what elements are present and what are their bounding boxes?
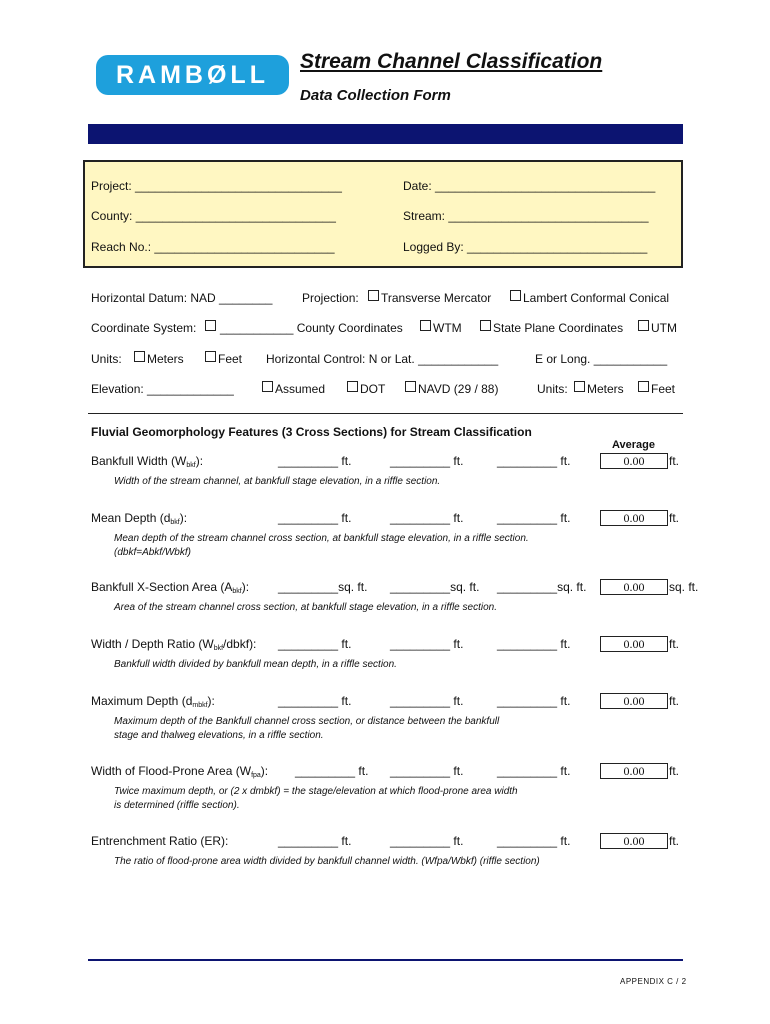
- county-field[interactable]: County: ______________________________: [91, 209, 336, 223]
- navd-checkbox[interactable]: [405, 381, 416, 392]
- feature-description-line2: stage and thalweg elevations, in a riffle section.: [114, 730, 324, 741]
- feature-label-text: Width of Flood-Prone Area (W: [91, 764, 252, 778]
- elevation-field[interactable]: Elevation: _____________: [91, 382, 234, 396]
- feature-description: Maximum depth of the Bankfull channel cross section, or distance between the bankfull: [114, 716, 500, 727]
- e-or-long-field[interactable]: E or Long. ___________: [535, 352, 668, 366]
- wtm-checkbox[interactable]: [420, 320, 431, 331]
- feature-label-suffix: ):: [260, 764, 269, 778]
- meters-checkbox[interactable]: [134, 351, 145, 362]
- coordinate-system-label: Coordinate System:: [91, 321, 197, 335]
- projection-label: Projection:: [302, 291, 359, 305]
- cross-section-1-field[interactable]: _________ ft.: [278, 454, 352, 468]
- feature-label-subscript: bkf: [186, 462, 196, 469]
- form-title: Stream Channel Classification: [300, 50, 603, 73]
- average-value[interactable]: 0.00: [600, 636, 668, 652]
- average-value[interactable]: 0.00: [600, 453, 668, 469]
- feature-label-text: Bankfull X-Section Area (A: [91, 580, 233, 594]
- meters2-checkbox[interactable]: [574, 381, 585, 392]
- cross-section-2-field[interactable]: _________ ft.: [390, 764, 464, 778]
- feature-label-subscript: bkf: [170, 519, 180, 526]
- feature-label: [91, 511, 187, 526]
- meters2-label: Meters: [587, 382, 624, 396]
- feature-label-text: Maximum Depth (d: [91, 694, 193, 708]
- reach-field[interactable]: Reach No.: ___________________________: [91, 240, 335, 254]
- cross-section-2-field[interactable]: _________ ft.: [390, 694, 464, 708]
- cross-section-1-field[interactable]: _________ ft.: [278, 637, 352, 651]
- state-plane-checkbox[interactable]: [480, 320, 491, 331]
- feature-label-text: Bankfull Width (W: [91, 454, 187, 468]
- feet2-checkbox[interactable]: [638, 381, 649, 392]
- horizontal-control-field[interactable]: Horizontal Control: N or Lat. ____________: [266, 352, 499, 366]
- feature-label-subscript: bkf: [232, 588, 242, 595]
- stream-field[interactable]: Stream: ______________________________: [403, 209, 649, 223]
- feature-label-subscript: bkf: [213, 645, 224, 652]
- cross-section-1-field[interactable]: _________ ft.: [278, 694, 352, 708]
- county-coords-checkbox[interactable]: [205, 320, 216, 331]
- feature-description: Bankfull width divided by bankfull mean depth, in a riffle section.: [114, 659, 397, 670]
- project-field[interactable]: Project: _______________________________: [91, 179, 342, 193]
- ramboll-logo: RAMBØLL: [96, 55, 289, 95]
- cross-section-3-field[interactable]: _________ ft.: [497, 637, 571, 651]
- feature-label-text: Entrenchment Ratio (ER):: [91, 834, 229, 848]
- section-divider: [88, 413, 683, 414]
- feature-description: Mean depth of the stream channel cross section, at bankfull stage elevation, in a riffle section.: [114, 533, 529, 544]
- utm-label: UTM: [651, 321, 677, 335]
- county-coords-field[interactable]: ___________ County Coordinates: [220, 321, 403, 335]
- feature-label: [91, 834, 228, 848]
- feature-label-subscript: fpa: [251, 772, 261, 779]
- cross-section-3-field[interactable]: _________ ft.: [497, 834, 571, 848]
- feature-label-text: Width / Depth Ratio (W: [91, 637, 214, 651]
- feature-description: The ratio of flood-prone area width divided by bankfull channel width. (Wfpa/Wbkf) (riffle section): [114, 856, 540, 867]
- feature-label-suffix: ):: [241, 580, 250, 594]
- cross-section-1-field[interactable]: _________sq. ft.: [278, 580, 368, 594]
- feature-label-text: Mean Depth (d: [91, 511, 171, 525]
- average-value[interactable]: 0.00: [600, 763, 668, 779]
- cross-section-2-field[interactable]: _________ ft.: [390, 454, 464, 468]
- average-unit: ft.: [669, 694, 680, 708]
- average-unit: ft.: [669, 764, 680, 778]
- logged-by-field[interactable]: Logged By: ___________________________: [403, 240, 648, 254]
- average-value[interactable]: 0.00: [600, 579, 668, 595]
- feature-description: Area of the stream channel cross section, at bankfull stage elevation, in a riffle section.: [114, 602, 497, 613]
- feature-label: [91, 764, 268, 779]
- units2-label: Units:: [537, 382, 568, 396]
- feet-label: Feet: [218, 352, 243, 366]
- cross-section-3-field[interactable]: _________ ft.: [497, 511, 571, 525]
- transverse-label: Transverse Mercator: [381, 291, 492, 305]
- lambert-checkbox[interactable]: [510, 290, 521, 301]
- feature-label-suffix: /dbkf):: [223, 637, 257, 651]
- state-plane-label: State Plane Coordinates: [493, 321, 624, 335]
- feet2-label: Feet: [651, 382, 676, 396]
- cross-section-3-field[interactable]: _________ ft.: [497, 694, 571, 708]
- feature-label: [91, 637, 256, 652]
- units-label: Units:: [91, 352, 122, 366]
- average-value[interactable]: 0.00: [600, 693, 668, 709]
- feature-label-suffix: ):: [195, 454, 204, 468]
- cross-section-2-field[interactable]: _________ ft.: [390, 834, 464, 848]
- average-unit: ft.: [669, 834, 680, 848]
- lambert-label: Lambert Conformal Conical: [523, 291, 670, 305]
- header-bar: [88, 124, 683, 144]
- transverse-checkbox[interactable]: [368, 290, 379, 301]
- dot-checkbox[interactable]: [347, 381, 358, 392]
- average-unit: sq. ft.: [669, 580, 699, 594]
- date-field[interactable]: Date: _________________________________: [403, 179, 656, 193]
- feature-description-line2: is determined (riffle section).: [114, 800, 240, 811]
- average-header: Average: [612, 439, 656, 451]
- features-heading: Fluvial Geomorphology Features (3 Cross Sections) for Stream Classification: [91, 425, 532, 439]
- horizontal-datum-field[interactable]: Horizontal Datum: NAD ________: [91, 291, 273, 305]
- feet-checkbox[interactable]: [205, 351, 216, 362]
- feature-label-subscript: mbkf: [192, 702, 208, 709]
- average-unit: ft.: [669, 511, 680, 525]
- feature-label-suffix: ):: [179, 511, 188, 525]
- feature-description: Twice maximum depth, or (2 x dmbkf) = the stage/elevation at which flood-prone area width: [114, 786, 518, 797]
- cross-section-3-field[interactable]: _________ ft.: [497, 764, 571, 778]
- feature-label: [91, 694, 215, 709]
- cross-section-2-field[interactable]: _________ ft.: [390, 637, 464, 651]
- average-value[interactable]: 0.00: [600, 833, 668, 849]
- average-value[interactable]: 0.00: [600, 510, 668, 526]
- meters-label: Meters: [147, 352, 184, 366]
- average-unit: ft.: [669, 454, 680, 468]
- feature-description-line2: (dbkf=Abkf/Wbkf): [114, 547, 191, 558]
- cross-section-1-field[interactable]: _________ ft.: [278, 834, 352, 848]
- utm-checkbox[interactable]: [638, 320, 649, 331]
- wtm-label: WTM: [433, 321, 462, 335]
- form-subtitle: Data Collection Form: [300, 87, 451, 104]
- cross-section-2-field[interactable]: _________ ft.: [390, 511, 464, 525]
- page-number: APPENDIX C / 2: [620, 977, 687, 986]
- feature-label: [91, 454, 203, 469]
- cross-section-3-field[interactable]: _________sq. ft.: [497, 580, 587, 594]
- assumed-checkbox[interactable]: [262, 381, 273, 392]
- cross-section-3-field[interactable]: _________ ft.: [497, 454, 571, 468]
- navd-label: NAVD (29 / 88): [418, 382, 499, 396]
- footer-rule: [88, 959, 683, 961]
- feature-description: Width of the stream channel, at bankfull stage elevation, in a riffle section.: [114, 476, 441, 487]
- cross-section-2-field[interactable]: _________sq. ft.: [390, 580, 480, 594]
- cross-section-1-field[interactable]: _________ ft.: [278, 511, 352, 525]
- cross-section-1-field[interactable]: _________ ft.: [295, 764, 369, 778]
- average-unit: ft.: [669, 637, 680, 651]
- feature-label: [91, 580, 249, 595]
- dot-label: DOT: [360, 382, 386, 396]
- feature-label-suffix: ):: [207, 694, 215, 708]
- assumed-label: Assumed: [275, 382, 326, 396]
